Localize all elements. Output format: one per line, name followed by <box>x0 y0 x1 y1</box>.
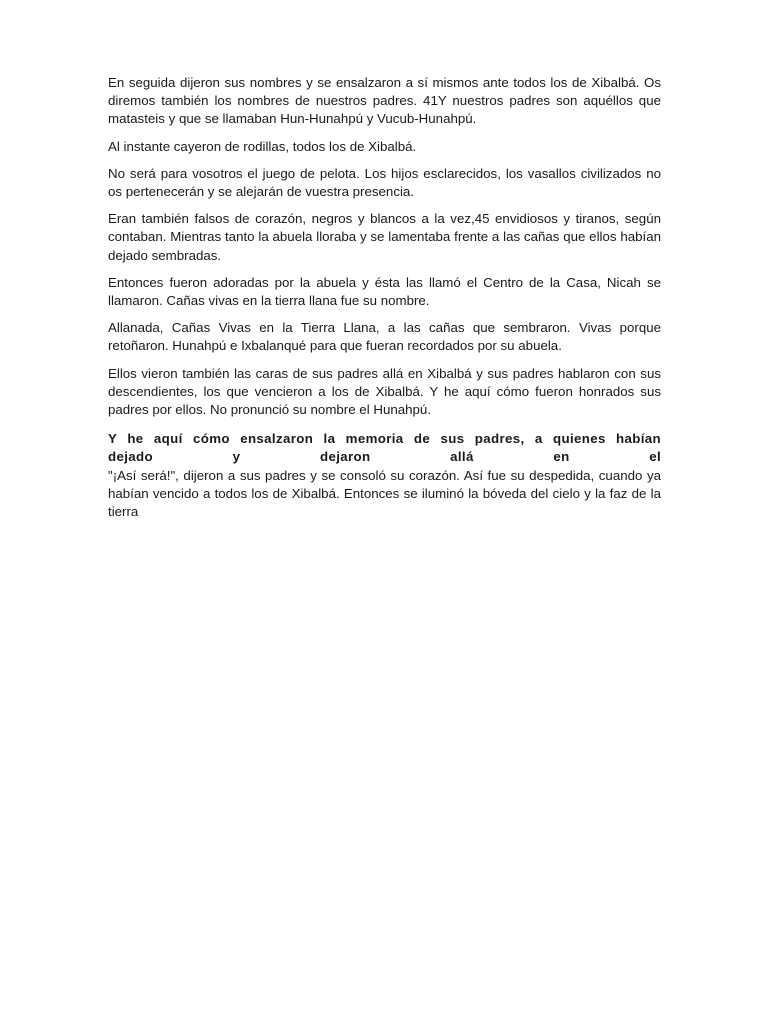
closing-bold-line-2: dejado y dejaron allá en el <box>108 449 661 465</box>
closing-text: "¡Así será!", dijeron a sus padres y se consoló su corazón. Así fue su despedida, cuando ya habían vencido a todos los de Xibalbá. Entonces se iluminó la bóveda del cielo y la faz de la tierra <box>108 467 661 520</box>
document-body <box>108 74 661 521</box>
closing-paragraph <box>108 430 661 521</box>
paragraph-3: No será para vosotros el juego de pelota. Los hijos esclarecidos, los vasallos civilizados no os pertenecerán y se alejarán de vuestra presencia. <box>108 165 661 200</box>
paragraph-4: Eran también falsos de corazón, negros y blancos a la vez,45 envidiosos y tiranos, según contaban. Mientras tanto la abuela lloraba y se lamentaba frente a las cañas que ellos habían dejado sembradas. <box>108 211 661 263</box>
paragraph-6: Allanada, Cañas Vivas en la Tierra Llana, a las cañas que sembraron. Vivas porque retoñaron. Hunahpú e Ixbalanqué para que fueran recordados por su abuela. <box>108 320 661 354</box>
paragraph-1: En seguida dijeron sus nombres y se ensalzaron a sí mismos ante todos los de Xibalbá. Os diremos también los nombres de nuestros padres. 41Y nuestros padres son aquéllos que matasteis y que se llamaban Hun-Hunahpú y Vucub-Hunahpú. <box>108 75 661 127</box>
closing-bold-line-1: Y he aquí cómo ensalzaron la memoria de sus padres, a quienes habían <box>108 431 661 447</box>
paragraph-7: Ellos vieron también las caras de sus padres allá en Xibalbá y sus padres hablaron con sus descendientes, los que vencieron a los de Xibalbá. Y he aquí cómo fueron honrados sus padres por ellos. No pronunció su nombre el Hunahpú. <box>108 365 661 418</box>
paragraph-5: Entonces fueron adoradas por la abuela y ésta las llamó el Centro de la Casa, Nicah se llamaron. Cañas vivas en la tierra llana fue su nombre. <box>108 274 661 309</box>
paragraph-2: Al instante cayeron de rodillas, todos los de Xibalbá. <box>108 138 417 154</box>
